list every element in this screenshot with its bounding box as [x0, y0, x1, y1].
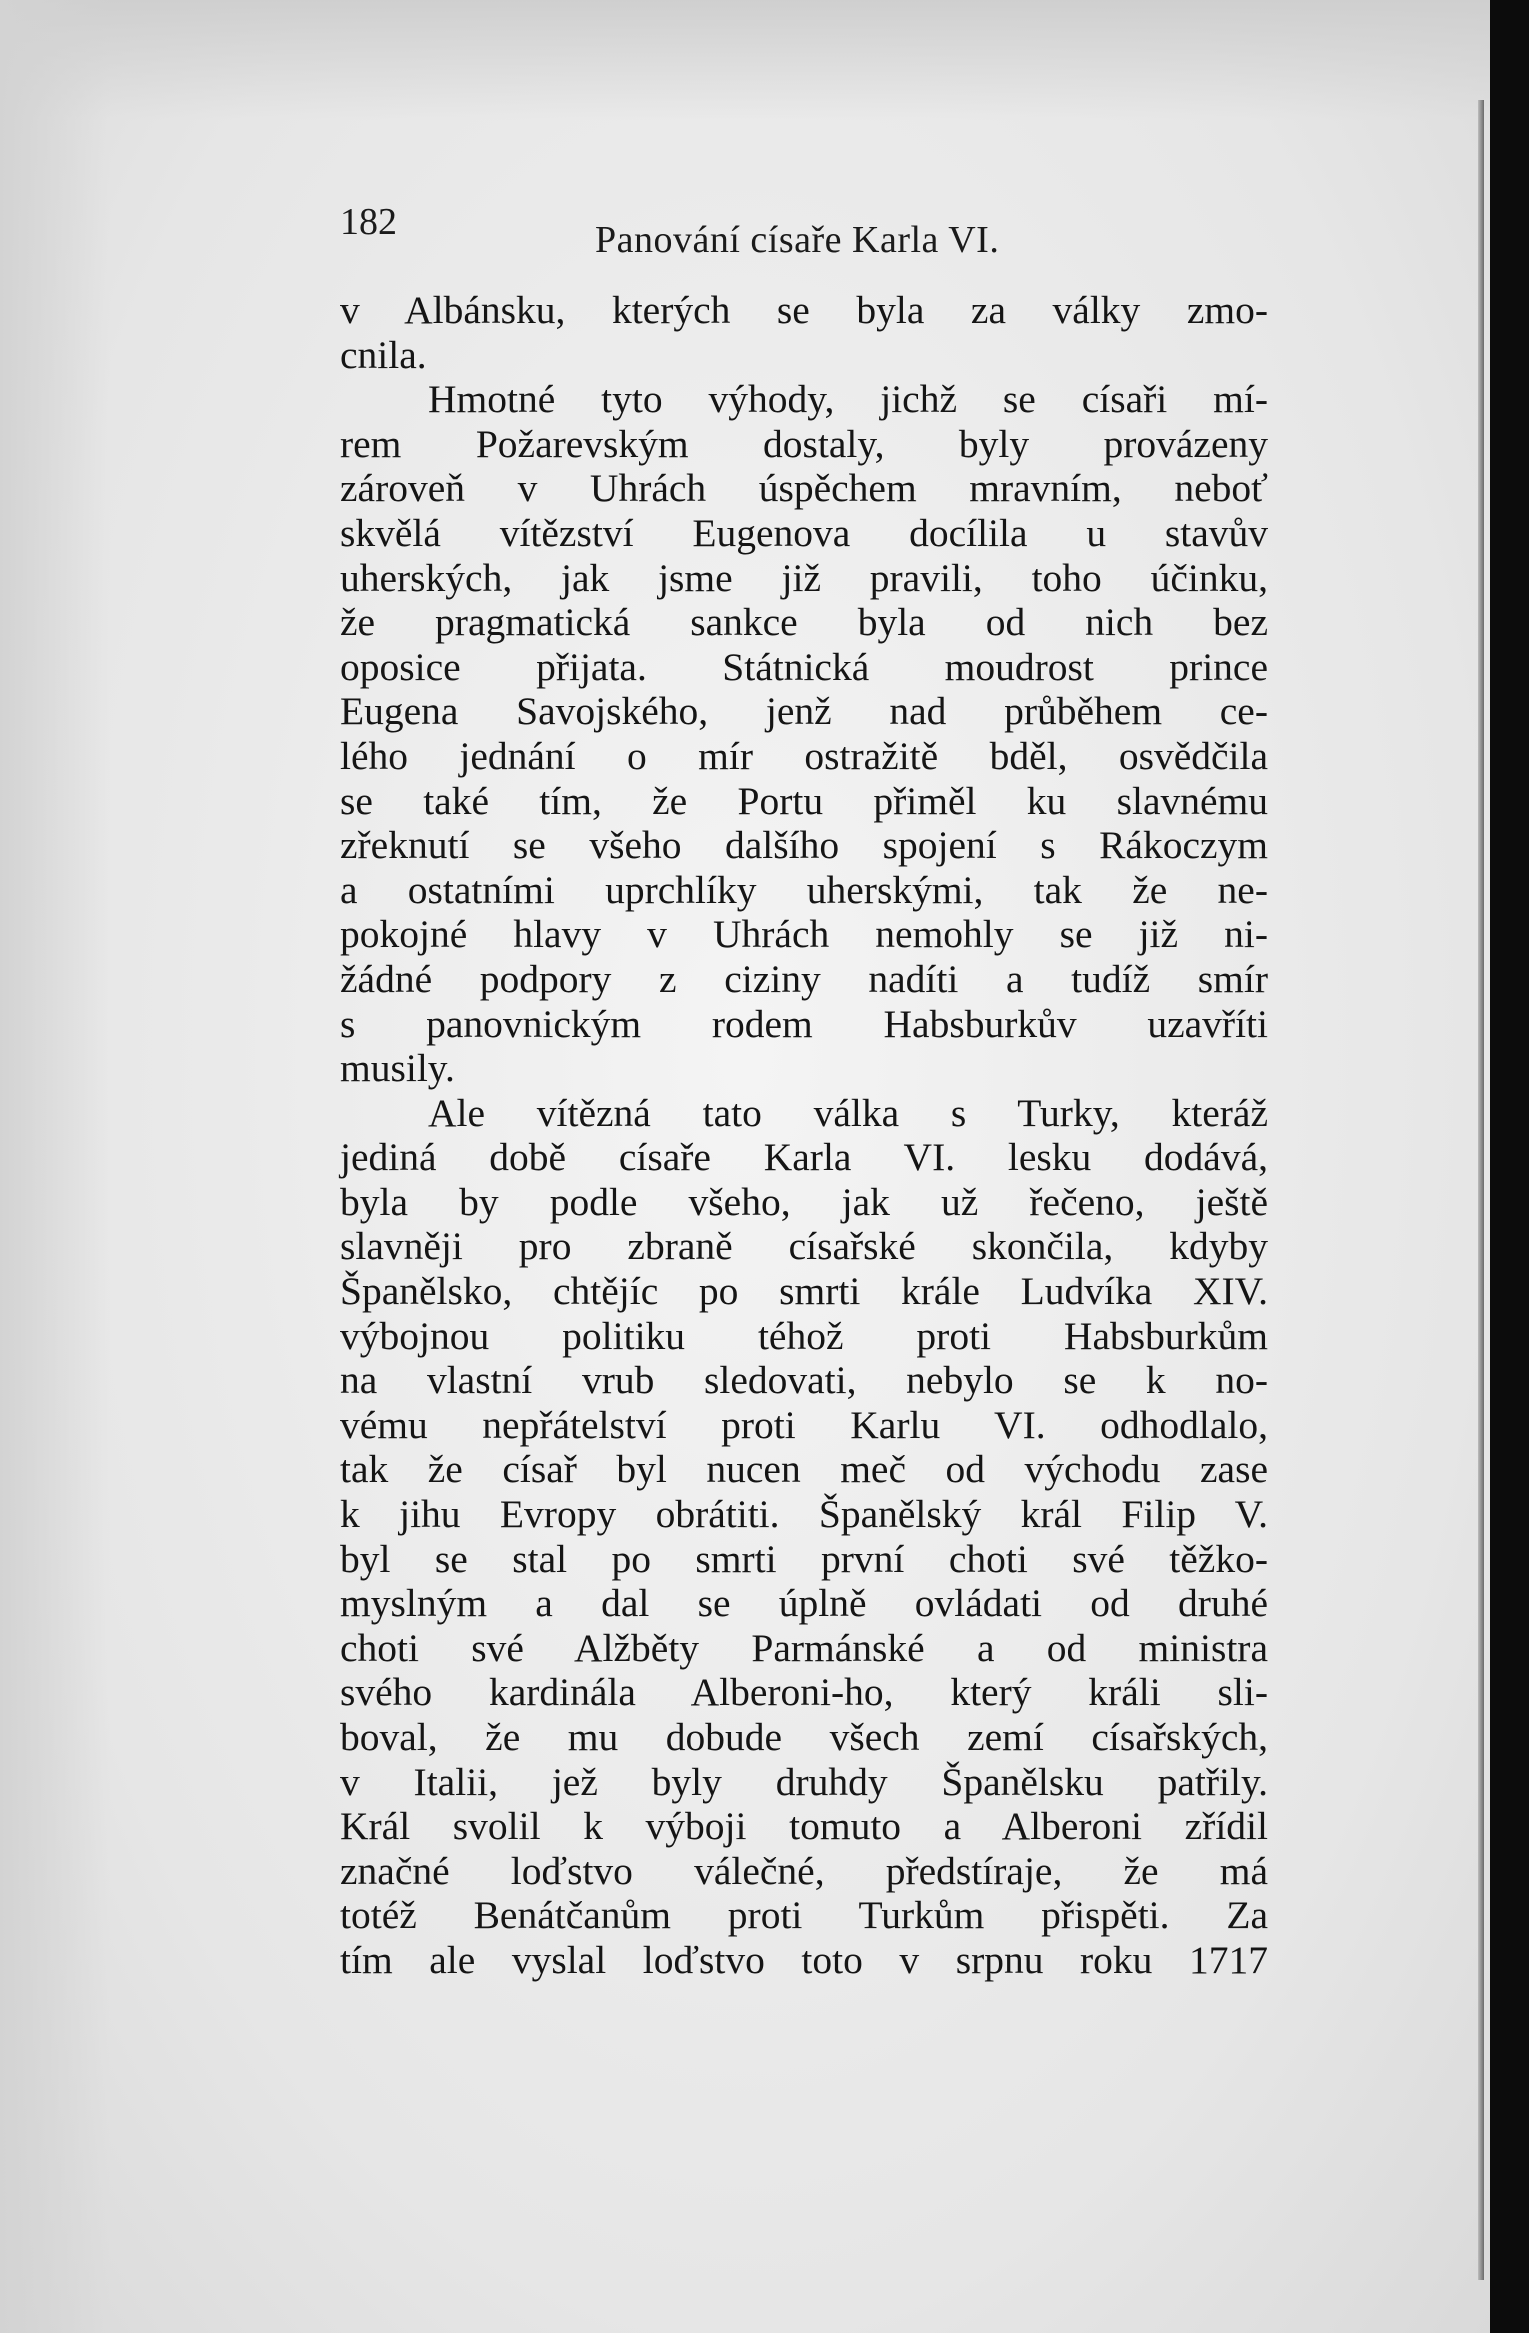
text-line: v Albánsku, kterých se byla za války zmo-: [340, 288, 1268, 332]
text-line: zřeknutí se všeho dalšího spojení s Rákoczym: [340, 823, 1268, 868]
text-line: Eugena Savojského, jenž nad průběhem ce-: [340, 689, 1268, 734]
text-line: pokojné hlavy v Uhrách nemohly se již ni-: [340, 912, 1268, 957]
text-line: choti své Alžběty Parmánské a od ministra: [340, 1625, 1268, 1670]
text-line: Král svolil k výboji tomuto a Alberoni zřídil: [340, 1804, 1268, 1849]
text-line: se také tím, že Portu přiměl ku slavnému: [340, 778, 1268, 823]
text-line: Ale vítězná tato válka s Turky, kteráž: [428, 1090, 1268, 1135]
text-line: byla by podle všeho, jak už řečeno, ještě: [340, 1179, 1268, 1224]
text-line: značné loďstvo válečné, předstíraje, že má: [340, 1848, 1268, 1893]
text-line: a ostatními uprchlíky uherskými, tak že ne-: [340, 867, 1268, 912]
text-line: tak že císař byl nucen meč od východu zase: [340, 1447, 1268, 1492]
text-line: v Italii, jež byly druhdy Španělsku patřily.: [340, 1759, 1268, 1804]
text-line: oposice přijata. Státnická moudrost prince: [340, 644, 1268, 689]
text-line: zároveň v Uhrách úspěchem mravním, neboť: [340, 466, 1268, 511]
text-line: myslným a dal se úplně ovládati od druhé: [340, 1581, 1268, 1626]
page-number: 182: [340, 201, 397, 243]
text-line: výbojnou politiku téhož proti Habsburkům: [340, 1313, 1268, 1358]
text-line: jediná době císaře Karla VI. lesku dodává,: [340, 1135, 1268, 1180]
text-line: rem Požarevským dostaly, byly provázeny: [340, 421, 1268, 466]
text-line: musily.: [340, 1046, 455, 1091]
text-line: vému nepřátelství proti Karlu VI. odhodlalo,: [340, 1402, 1268, 1447]
text-line: cnila.: [340, 332, 427, 377]
page-edge-shadow: [1478, 100, 1484, 2280]
text-line: svého kardinála Alberoni-ho, který králi sli-: [340, 1670, 1268, 1715]
text-line: lého jednání o mír ostražitě bděl, osvědčila: [340, 733, 1268, 778]
text-line: totéž Benátčanům proti Turkům přispěti. Za: [340, 1893, 1268, 1938]
text-line: na vlastní vrub sledovati, nebylo se k no-: [340, 1358, 1268, 1403]
text-line: s panovnickým rodem Habsburkův uzavříti: [340, 1001, 1268, 1046]
text-line: uherských, jak jsme již pravili, toho účinku,: [340, 555, 1268, 600]
text-line: slavněji pro zbraně císařské skončila, kdyby: [340, 1224, 1268, 1269]
running-title: Panování císaře Karla VI.: [595, 219, 1000, 261]
text-line: k jihu Evropy obrátiti. Španělský král Filip V.: [340, 1492, 1268, 1537]
text-line: že pragmatická sankce byla od nich bez: [340, 600, 1268, 645]
text-line: Hmotné tyto výhody, jichž se císaři mí-: [428, 377, 1268, 422]
text-line: žádné podpory z ciziny nadíti a tudíž smír: [340, 956, 1268, 1001]
body-text: [340, 288, 1268, 1983]
text-line: boval, že mu dobude všech zemí císařských,: [340, 1715, 1268, 1759]
text-line: Španělsko, chtějíc po smrti krále Ludvíka XIV.: [340, 1269, 1268, 1314]
text-line: skvělá vítězství Eugenova docílila u stavův: [340, 510, 1268, 555]
scan-border: [1490, 0, 1529, 2333]
text-line: tím ale vyslal loďstvo toto v srpnu roku 1717: [340, 1937, 1268, 1982]
text-line: byl se stal po smrti první choti své těžko-: [340, 1536, 1268, 1581]
